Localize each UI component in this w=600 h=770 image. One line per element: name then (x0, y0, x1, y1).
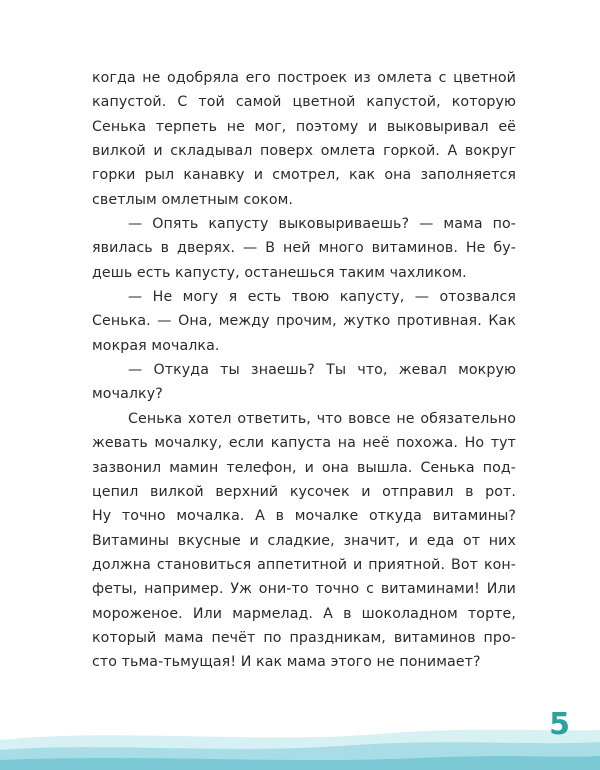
text-line: сто тьма-тьмущая! И как мама этого не понимает? (92, 654, 481, 671)
text-line: когда не одобряла его построек из омлета с цветной (92, 70, 516, 86)
text-line: Витамины вкусные и сладкие, значит, и еда от них (92, 532, 516, 549)
text-line: вилкой и складывал поверх омлета горкой. А вокруг (92, 143, 516, 160)
text-line: капустой. С той самой цветной капустой, которую (92, 94, 516, 111)
text-line: явилась в дверях. — В ней много витаминов. Не бу- (92, 240, 516, 257)
footer-wave-decoration (0, 710, 600, 770)
text-line: дешь есть капусту, останешься таким чахликом. (92, 264, 467, 281)
text-line: — Опять капусту выковыриваешь? — мама по- (128, 216, 516, 233)
text-line: Сенька терпеть не мог, поэтому и выковыривал её (92, 118, 516, 135)
text-line: — Откуда ты знаешь? Ты что, жевал мокрую (128, 362, 516, 379)
text-line: Сенька. — Она, между прочим, жутко противная. Как (92, 313, 516, 330)
page-number: 5 (549, 707, 570, 742)
text-line: светлым омлетным соком. (92, 191, 294, 208)
body-text (92, 66, 516, 675)
text-line: Ну точно мочалка. А в мочалке откуда витамины? (92, 508, 516, 525)
text-line: жевать мочалку, если капуста на неё похожа. Но тут (92, 435, 516, 452)
text-line: Сенька хотел ответить, что вовсе не обязательно (128, 410, 516, 427)
text-line: цепил вилкой верхний кусочек и отправил в рот. (92, 483, 516, 500)
text-line: зазвонил мамин телефон, и она вышла. Сенька под- (92, 459, 516, 476)
text-line: мочалку? (92, 386, 163, 403)
text-line: феты, например. Уж они-то точно с витаминами! Или (92, 581, 516, 598)
text-line: который мама печёт по праздникам, витаминов про- (92, 629, 516, 646)
text-line: — Не могу я есть твою капусту, — отозвался (128, 289, 516, 306)
text-line: горки рыл канавку и смотрел, как она заполняется (92, 167, 516, 184)
text-line: мороженое. Или мармелад. А в шоколадном торте, (92, 605, 516, 622)
text-line: должна становиться аппетитной и приятной. Вот кон- (92, 556, 516, 573)
text-line: мокрая мочалка. (92, 337, 220, 354)
